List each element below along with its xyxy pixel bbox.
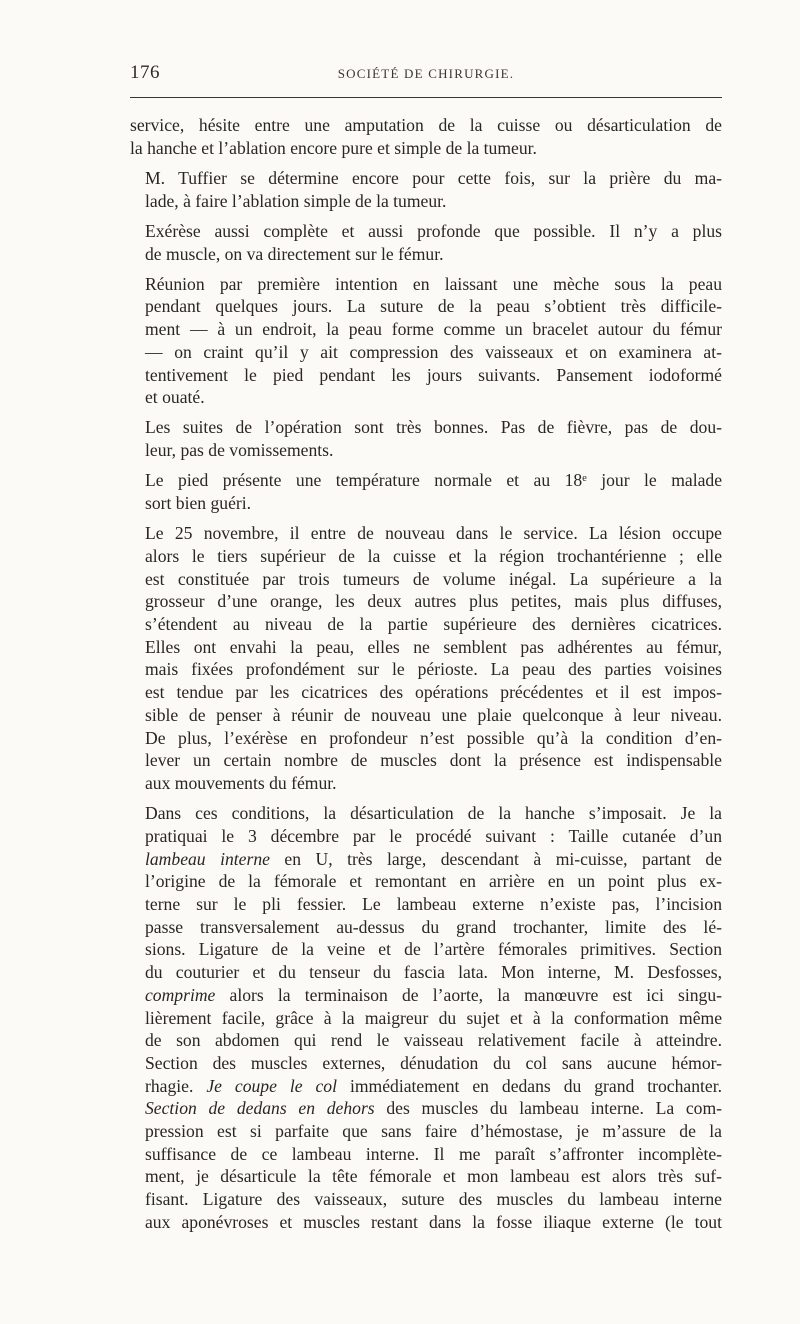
paragraph bbox=[130, 114, 722, 159]
text-line: suffisance de ce lambeau interne. Il me paraît s’affronter incomplète- bbox=[145, 1143, 722, 1164]
text-line: Elles ont envahi la peau, elles ne semblent pas adhérentes au fémur, bbox=[145, 636, 722, 657]
paragraph bbox=[130, 273, 722, 409]
italic-phrase: comprime bbox=[145, 984, 216, 1005]
text-line: est tendue par les cicatrices des opérations précédentes et il est impos- bbox=[145, 682, 722, 703]
text-line: terne sur le pli fessier. Le lambeau externe n’existe pas, l’incision bbox=[145, 894, 722, 914]
text-line: Section des muscles externes, dénudation du col sans aucune hémor- bbox=[145, 1052, 722, 1073]
paragraph bbox=[130, 167, 722, 212]
header-rule bbox=[130, 97, 722, 98]
text-line: Le pied présente une température normale et au 18ᵉ jour le malade bbox=[145, 470, 722, 491]
text-line: grosseur d’une orange, les deux autres plus petites, mais plus diffuses, bbox=[145, 591, 722, 612]
text-line: mais fixées profondément sur le périoste. La peau des parties voisines bbox=[145, 659, 722, 680]
text-line: ment, je désarticule la tête fémorale et mon lambeau est alors très suf- bbox=[145, 1166, 722, 1187]
running-head: SOCIÉTÉ DE CHIRURGIE. bbox=[337, 66, 515, 81]
text-line: tentivement le pied pendant les jours suivants. Pansement iodoformé bbox=[145, 364, 722, 385]
text-line: de muscle, on va directement sur le fémur. bbox=[145, 243, 444, 264]
text-line: Exérèse aussi complète et aussi profonde que possible. Il n’y a plus bbox=[145, 220, 722, 241]
paragraph bbox=[130, 522, 722, 794]
italic-phrase: Section de dedans en dehors bbox=[145, 1098, 375, 1119]
text-line: aux mouvements du fémur. bbox=[145, 772, 337, 793]
text-line: l’origine de la fémorale et remontant en arrière en un point plus ex- bbox=[145, 871, 722, 892]
text-line: de son abdomen qui rend le vaisseau relativement facile à atteindre. bbox=[145, 1030, 722, 1051]
italic-phrase: lambeau interne bbox=[145, 848, 270, 869]
text-line: sions. Ligature de la veine et de l’artère fémorales primitives. Section bbox=[145, 939, 722, 960]
text-line: alors le tiers supérieur de la cuisse et la région trochantérienne ; elle bbox=[145, 545, 722, 566]
text-line: lade, à faire l’ablation simple de la tumeur. bbox=[145, 190, 447, 211]
text-line: fisant. Ligature des vaisseaux, suture des muscles du lambeau interne bbox=[145, 1189, 722, 1210]
text-line bbox=[130, 984, 722, 1007]
text-line: De plus, l’exérèse en profondeur n’est possible qu’à la condition d’en- bbox=[145, 727, 722, 748]
text-line: la hanche et l’ablation encore pure et simple de la tumeur. bbox=[130, 137, 537, 158]
body-text bbox=[130, 114, 722, 1241]
text-line: du couturier et du tenseur du fascia lata. Mon interne, M. Desfosses, bbox=[145, 962, 722, 983]
text-line: est constituée par trois tumeurs de volume inégal. La supérieure a la bbox=[145, 568, 722, 589]
text-line: s’étendent au niveau de la partie supérieure des dernières cicatrices. bbox=[145, 614, 722, 635]
text-run: rhagie. bbox=[145, 1075, 207, 1096]
text-line: — on craint qu’il y ait compression des vaisseaux et on examinera at- bbox=[145, 341, 722, 362]
text-line: pendant quelques jours. La suture de la peau s’obtient très difficile- bbox=[145, 296, 722, 317]
paragraph bbox=[130, 220, 722, 265]
text-run: en U, très large, descendant à mi-cuisse, partant de bbox=[269, 848, 722, 869]
text-run: des muscles du lambeau interne. La com- bbox=[374, 1098, 722, 1119]
text-line: M. Tuffier se détermine encore pour cette fois, sur la prière du ma- bbox=[145, 167, 722, 188]
text-line bbox=[130, 1097, 722, 1120]
italic-phrase: Je coupe le col bbox=[206, 1075, 337, 1096]
text-line: lièrement facile, grâce à la maigreur du sujet et à la conformation même bbox=[145, 1007, 722, 1028]
text-line: lever un certain nombre de muscles dont la présence est indispensable bbox=[145, 750, 722, 771]
text-line: sible de penser à réunir de nouveau une plaie quelconque à leur niveau. bbox=[145, 704, 722, 725]
text-line: sort bien guéri. bbox=[145, 493, 252, 514]
text-line: Le 25 novembre, il entre de nouveau dans le service. La lésion occupe bbox=[145, 523, 722, 544]
text-line: pression est si parfaite que sans faire d’hémostase, je m’assure de la bbox=[145, 1121, 722, 1142]
text-line: aux aponévroses et muscles restant dans la fosse iliaque externe (le tout bbox=[145, 1211, 722, 1232]
text-line: Dans ces conditions, la désarticulation de la hanche s’imposait. Je la bbox=[145, 803, 722, 824]
text-run: alors la terminaison de l’aorte, la manœuvre est ici singu- bbox=[215, 984, 722, 1005]
page-number: 176 bbox=[130, 62, 160, 83]
text-line: service, hésite entre une amputation de la cuisse ou désarticulation de bbox=[130, 115, 722, 135]
text-line: pratiquai le 3 décembre par le procédé suivant : Taille cutanée d’un bbox=[145, 825, 722, 846]
text-line: passe transversalement au-dessus du grand trochanter, limite des lé- bbox=[145, 916, 722, 937]
text-line: Les suites de l’opération sont très bonnes. Pas de fièvre, pas de dou- bbox=[145, 417, 722, 438]
text-line: Réunion par première intention en laissant une mèche sous la peau bbox=[145, 273, 722, 294]
page-header bbox=[130, 62, 722, 88]
text-line: et ouaté. bbox=[145, 387, 205, 408]
text-line bbox=[130, 848, 722, 871]
text-run: immédiatement en dedans du grand trochanter. bbox=[337, 1075, 722, 1096]
text-line bbox=[130, 1075, 722, 1098]
text-line: leur, pas de vomissements. bbox=[145, 440, 334, 461]
paragraph bbox=[130, 416, 722, 461]
text-line: ment — à un endroit, la peau forme comme un bracelet autour du fémur bbox=[145, 319, 722, 340]
paragraph bbox=[130, 802, 722, 1233]
paragraph bbox=[130, 469, 722, 514]
